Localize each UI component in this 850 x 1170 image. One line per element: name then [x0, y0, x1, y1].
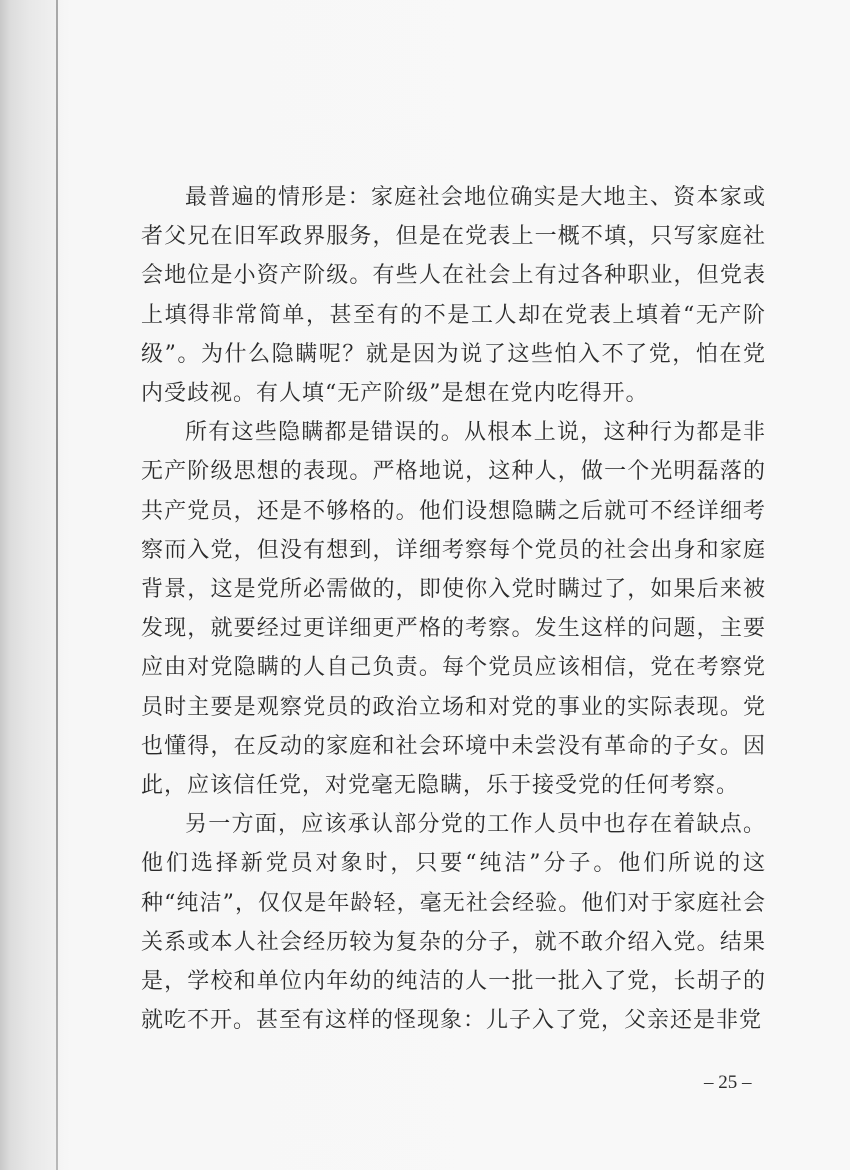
paragraph-2: 所有这些隐瞒都是错误的。从根本上说，这种行为都是非无产阶级思想的表现。严格地说，这种人，做一个光明磊落的共产党员，还是不够格的。他们设想隐瞒之后就可不经详细考察而入党，但没有想到，详细考察每个党员的社会出身和家庭背景，这是党所必需做的，即使你入党时瞒过了，如果后来被发现，就要经过更详细更严格的考察。发生这样的问题，主要应由对党隐瞒的人自己负责。每个党员应该相信，党在考察党员时主要是观察党员的政治立场和对党的事业的实际表现。党也懂得，在反动的家庭和社会环境中未尝没有革命的子女。因此，应该信任党，对党毫无隐瞒，乐于接受党的任何考察。 — [141, 420, 766, 799]
page-number: – 25 – — [704, 1072, 752, 1093]
paragraph-3: 另一方面，应该承认部分党的工作人员中也存在着缺点。他们选择新党员对象时，只要“纯洁”分子。他们所说的这种“纯洁”，仅仅是年龄轻，毫无社会经验。他们对于家庭社会关系或本人社会经历较为复杂的分子，就不敢介绍入党。结果是，学校和单位内年幼的纯洁的人一批一批入了党，长胡子的就吃不开。甚至有这样的怪现象：儿子入了党，父亲还是非党 — [141, 812, 766, 1034]
fold-line — [56, 0, 58, 1170]
paragraph-1: 最普遍的情形是：家庭社会地位确实是大地主、资本家或者父兄在旧军政界服务，但是在党表上一概不填，只写家庭社会地位是小资产阶级。有些人在社会上有过各种职业，但党表上填得非常简单，甚至有的不是工人却在党表上填着“无产阶级”。为什么隐瞒呢？就是因为说了这些怕入不了党，怕在党内受歧视。有人填“无产阶级”是想在党内吃得开。 — [141, 185, 766, 407]
binding-edge — [0, 0, 56, 1170]
page-body — [141, 178, 766, 1040]
